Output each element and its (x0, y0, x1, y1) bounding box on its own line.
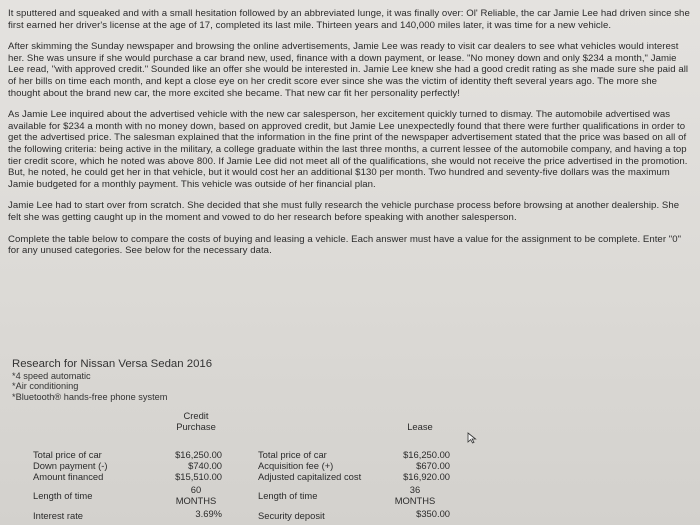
credit-value-down: $740.00 (188, 460, 222, 471)
lease-label-deposit: Security deposit (258, 510, 325, 521)
lease-value-deposit: $350.00 (416, 508, 450, 519)
lease-label-length: Length of time (258, 490, 318, 501)
credit-label-length: Length of time (33, 490, 93, 501)
lease-label-acquisition: Acquisition fee (+) (258, 460, 334, 471)
feature-3: *Bluetooth® hands-free phone system (12, 391, 168, 402)
lease-value-adjusted: $16,920.00 (403, 471, 450, 482)
credit-value-interest: 3.69% (195, 508, 222, 519)
lease-label-total: Total price of car (258, 449, 327, 460)
mouse-pointer-icon (467, 432, 479, 444)
lease-value-length: 36 MONTHS (394, 484, 436, 506)
feature-2: *Air conditioning (12, 381, 79, 392)
credit-label-down: Down payment (-) (33, 460, 108, 471)
lease-label-adjusted: Adjusted capitalized cost (258, 471, 362, 482)
credit-label-interest: Interest rate (33, 510, 84, 521)
paragraph-4: Jamie Lee had to start over from scratch. She decided that she must fully research the vehicle purchase process before browsing at another dealership. She felt she was getting caught up in the moment and vowed to do her research before speaking with another salesperson. (8, 200, 680, 223)
feature-1: *4 speed automatic (12, 371, 91, 381)
lease-value-acquisition: $670.00 (416, 460, 450, 471)
document-page (8, 8, 690, 267)
credit-label-total: Total price of car (33, 449, 102, 460)
paragraph-3: As Jamie Lee inquired about the advertised vehicle with the new car salesperson, her excitement quickly turned to dismay. The automobile advertised was available for $234 a month with no money down, based on approved credit, but Jamie Lee unexpectedly found that there were further qualifications in order to get the advertised price. The salesman explained that the information in the fine print of the newspaper advertisement stated that the price was based on all of the following criteria: being active in the military, a college graduate within the last three months, a current lessee of the automobile company, and having a top tier credit score, which he noted was above 800. If Jamie Lee did not meet all of the qualifications, she would not receive the price advertised in the promotion. But, he noted, he could get her in that vehicle, but it would cost her an additional $130 per month. Two hundred and seventy-five dollars was the maximum Jamie budgeted for a monthly payment. This vehicle was outside of her financial plan. (8, 109, 688, 190)
research-block (12, 358, 212, 402)
lease-header: Lease (407, 421, 433, 432)
credit-value-total: $16,250.00 (175, 449, 222, 460)
research-title: Research for Nissan Versa Sedan 2016 (12, 358, 213, 370)
paragraph-1: It sputtered and squeaked and with a small hesitation followed by an abbreviated lunge, it was finally over: Ol' Reliable, the car Jamie Lee had driven since she first earned her driver's license at the age of 17, completed its last mile. Thirteen years and 140,000 miles later, it was time for a new vehicle. (8, 8, 690, 31)
lease-value-total: $16,250.00 (403, 449, 450, 460)
credit-label-financed: Amount financed (33, 471, 104, 482)
credit-value-financed: $15,510.00 (175, 471, 222, 482)
paragraph-5: Complete the table below to compare the costs of buying and leasing a vehicle. Each answer must have a value for the assignment to be complete. Enter "0" for any unused categories. See below for the necessary data. (8, 233, 682, 257)
credit-value-length: 60 MONTHS (175, 484, 217, 506)
credit-header: Credit Purchase (176, 410, 216, 432)
paragraph-2: After skimming the Sunday newspaper and browsing the online advertisements, Jamie Lee was ready to visit car dealers to see what vehicles would interest her. She was unsure if she would purchase a car brand new, used, finance with a down payment, or lease. "No money down and only $234 a month," Jamie Lee read, "with approved credit." Sounded like an offer she would be interested in. Jamie Lee knew she had a good credit rating as she made sure she paid all of her bills on time each month, and kept a close eye on her credit score ever since she was the victim of identity theft several years ago. The more she thought about the brand new car, the more excited she became. That new car fit her personality perfectly! (8, 41, 689, 99)
